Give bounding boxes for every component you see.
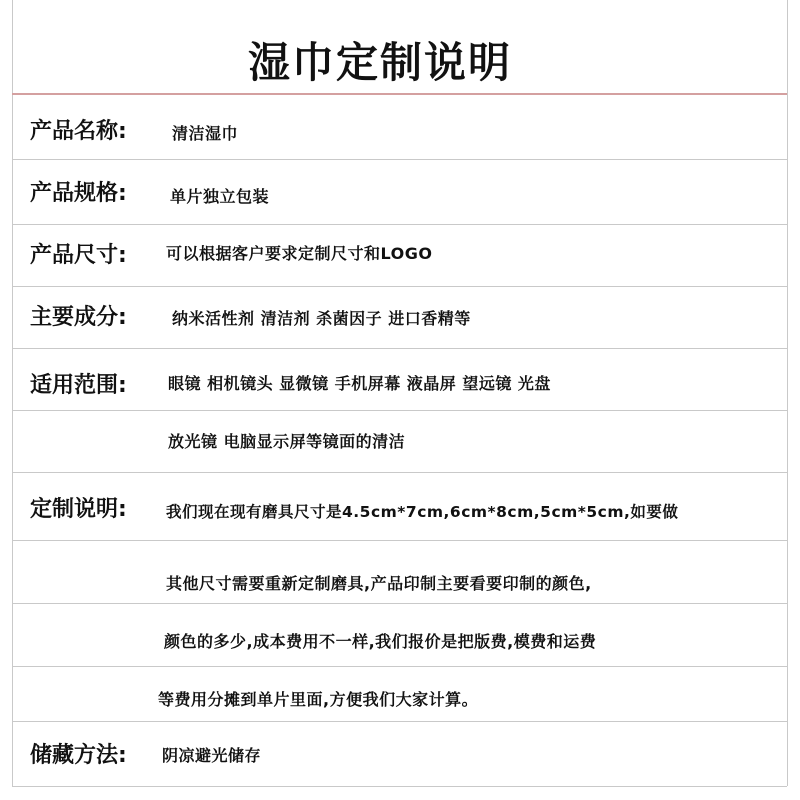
product-size-value: 可以根据客户要求定制尺寸和LOGO <box>166 244 433 263</box>
custom-line-1: 我们现在现有磨具尺寸是4.5cm*7cm,6cm*8cm,5cm*5cm,如要做 <box>166 503 679 521</box>
row-divider <box>12 224 787 225</box>
usage-line-2: 放光镜 电脑显示屏等镜面的清洁 <box>168 432 406 451</box>
product-spec-label: 产品规格: <box>30 181 127 206</box>
storage-value: 阴凉避光储存 <box>162 746 262 765</box>
usage-label: 适用范围: <box>30 373 127 398</box>
row-divider <box>12 159 787 160</box>
row-divider <box>12 286 787 287</box>
row-divider <box>12 786 787 787</box>
title-divider <box>12 93 787 95</box>
product-spec-value: 单片独立包装 <box>170 187 270 206</box>
product-name-value: 清洁湿巾 <box>172 124 239 143</box>
custom-line-2: 其他尺寸需要重新定制磨具,产品印制主要看要印制的颜色, <box>166 574 592 593</box>
row-divider <box>12 721 787 722</box>
page-title: 湿巾定制说明 <box>247 38 512 87</box>
ingredients-value: 纳米活性剂 清洁剂 杀菌因子 进口香精等 <box>172 309 471 328</box>
custom-line-4: 等费用分摊到单片里面,方便我们大家计算。 <box>158 690 479 709</box>
product-name-label: 产品名称: <box>30 119 127 144</box>
ingredients-label: 主要成分: <box>30 305 127 330</box>
row-divider <box>12 603 787 604</box>
row-divider <box>12 410 787 411</box>
product-size-label: 产品尺寸: <box>30 243 127 268</box>
row-divider <box>12 472 787 473</box>
row-divider <box>12 348 787 349</box>
custom-label: 定制说明: <box>30 497 127 522</box>
row-divider <box>12 540 787 541</box>
storage-label: 储藏方法: <box>30 743 127 768</box>
usage-line-1: 眼镜 相机镜头 显微镜 手机屏幕 液晶屏 望远镜 光盘 <box>168 374 551 393</box>
row-divider <box>12 666 787 667</box>
custom-line-3: 颜色的多少,成本费用不一样,我们报价是把版费,模费和运费 <box>164 632 597 651</box>
